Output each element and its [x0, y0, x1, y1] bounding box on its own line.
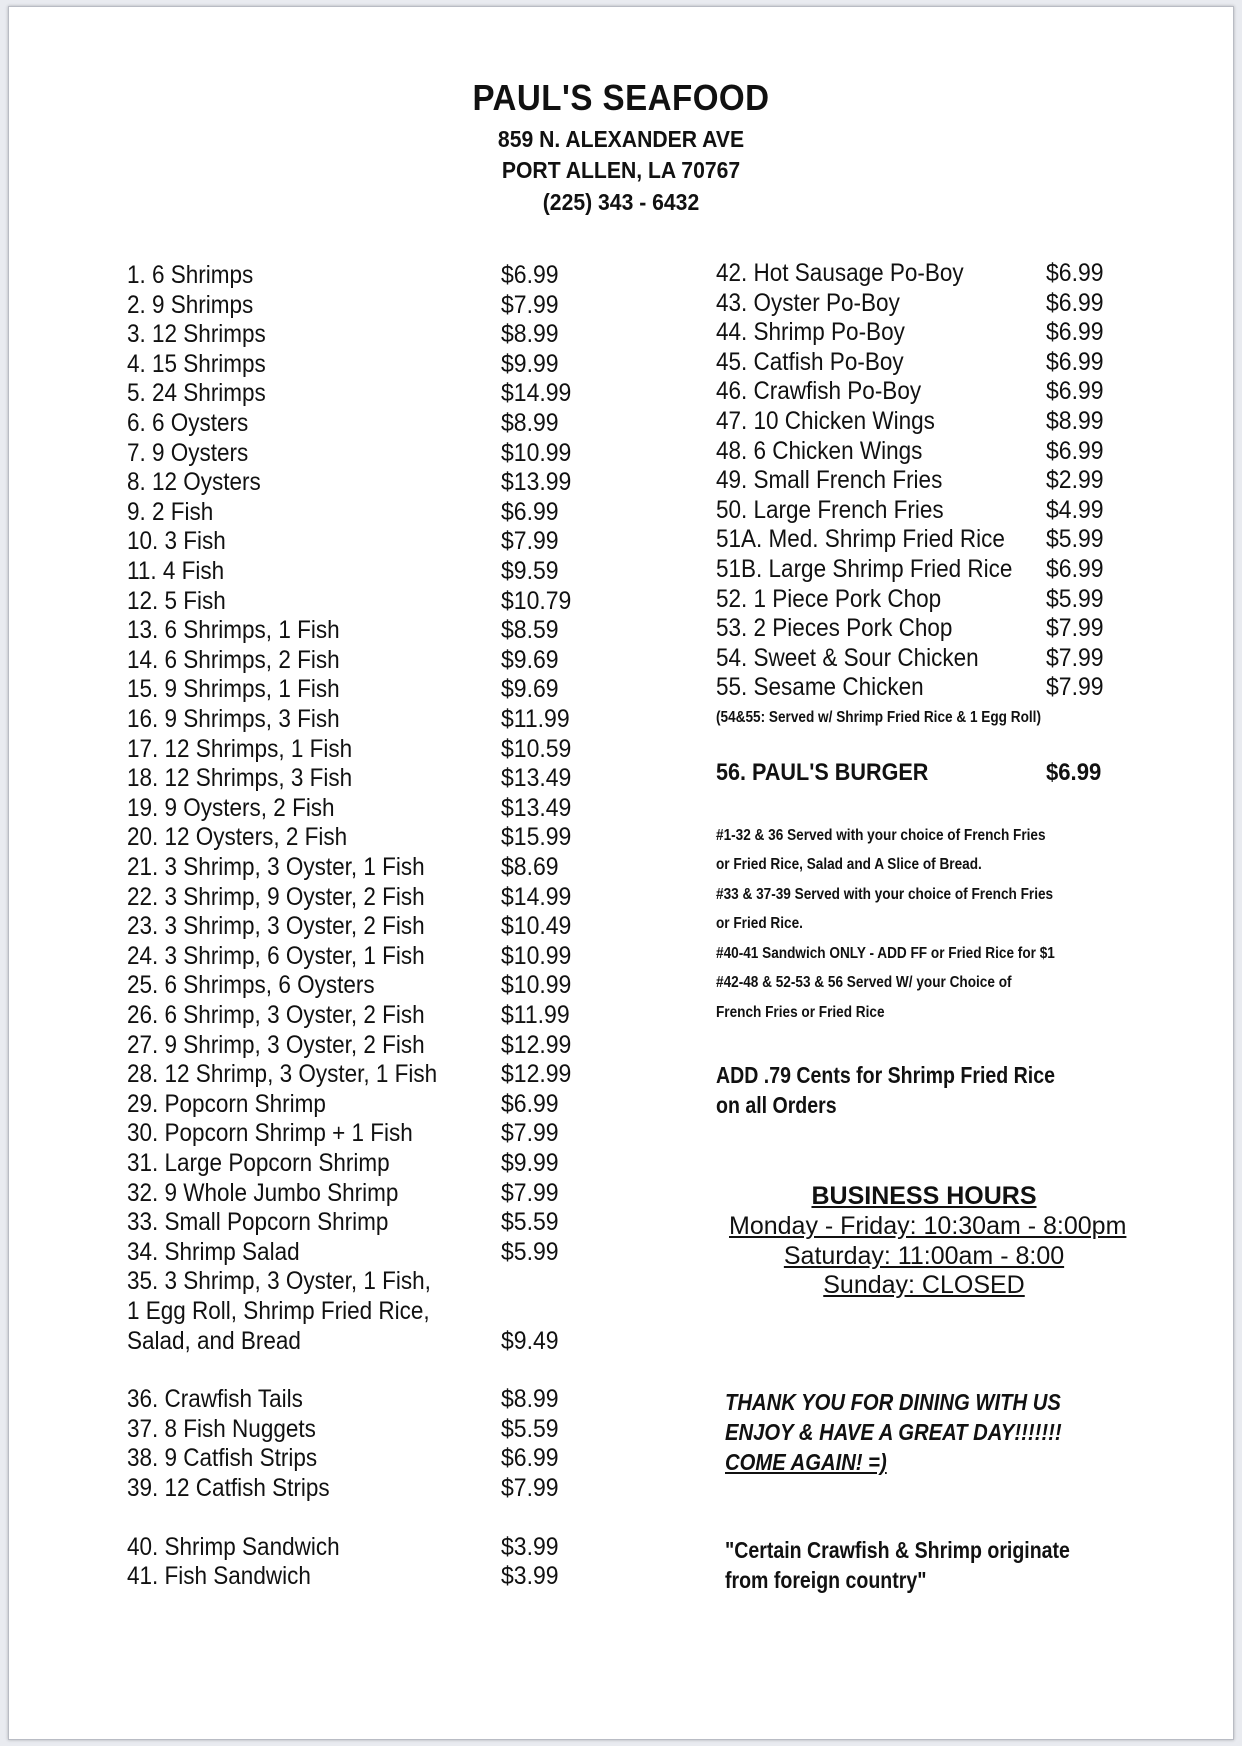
menu-item — [127, 320, 687, 350]
menu-item-name: 4. 15 Shrimps — [127, 350, 266, 378]
menu-item-name: 51B. Large Shrimp Fried Rice — [716, 555, 1013, 583]
menu-item-name: 47. 10 Chicken Wings — [716, 407, 935, 435]
menu-item-price: $8.59 — [501, 616, 559, 644]
menu-item-name: 29. Popcorn Shrimp — [127, 1090, 326, 1118]
menu-item-name: 18. 12 Shrimps, 3 Fish — [127, 764, 353, 792]
menu-item — [127, 971, 687, 1001]
menu-item-price: $5.59 — [501, 1208, 559, 1236]
menu-item-name: 21. 3 Shrimp, 3 Oyster, 1 Fish — [127, 853, 425, 881]
menu-item — [127, 439, 687, 469]
menu-item-price: $9.69 — [501, 646, 559, 674]
menu-item-name: 25. 6 Shrimps, 6 Oysters — [127, 971, 375, 999]
menu-item — [127, 853, 687, 883]
menu-item-price: $7.99 — [501, 1474, 559, 1502]
menu-item-price: $6.99 — [1046, 555, 1104, 583]
menu-item — [716, 259, 1242, 289]
menu-item-price: $5.99 — [1046, 585, 1104, 613]
menu-item — [716, 466, 1242, 496]
menu-item-price: $10.49 — [501, 912, 572, 940]
menu-item-name: 7. 9 Oysters — [127, 439, 249, 467]
menu-item — [716, 644, 1242, 674]
menu-item-price: $10.99 — [501, 942, 572, 970]
menu-item — [127, 527, 687, 557]
side-note: #40-41 Sandwich ONLY - ADD FF or Fried Rice for $1 — [716, 945, 1055, 962]
menu-item — [127, 587, 687, 617]
menu-item-price: $15.99 — [501, 823, 572, 851]
menu-item — [127, 1208, 687, 1238]
menu-item — [716, 614, 1242, 644]
menu-item-name: 6. 6 Oysters — [127, 409, 249, 437]
menu-item — [127, 498, 687, 528]
menu-item-price: $14.99 — [501, 883, 572, 911]
menu-item — [127, 557, 687, 587]
menu-item-price: $11.99 — [501, 1001, 570, 1029]
origin-note: from foreign country" — [725, 1567, 927, 1593]
menu-item — [127, 409, 687, 439]
menu-page — [8, 6, 1234, 1740]
menu-item-price: $13.99 — [501, 468, 572, 496]
menu-item-price: $3.99 — [501, 1562, 559, 1590]
menu-item-price: $8.99 — [1046, 407, 1104, 435]
thank-you-line: ENJOY & HAVE A GREAT DAY!!!!!!! — [725, 1419, 1062, 1445]
come-again-line: COME AGAIN! =) — [725, 1449, 887, 1475]
menu-item-price: $6.99 — [1046, 259, 1104, 287]
menu-item-name: 43. Oyster Po-Boy — [716, 289, 900, 317]
menu-item-name: 37. 8 Fish Nuggets — [127, 1415, 316, 1443]
menu-item — [127, 823, 687, 853]
menu-item-name: 56. PAUL'S BURGER — [716, 759, 929, 786]
menu-item-name: 33. Small Popcorn Shrimp — [127, 1208, 389, 1236]
menu-item-name: 48. 6 Chicken Wings — [716, 437, 923, 465]
menu-item-price: $8.99 — [501, 409, 559, 437]
phone-number: (225) 343 - 6432 — [542, 189, 700, 215]
menu-item-price: $2.99 — [1046, 466, 1104, 494]
menu-item — [716, 525, 1242, 555]
menu-item-name: 19. 9 Oysters, 2 Fish — [127, 794, 335, 822]
menu-item-name: 34. Shrimp Salad — [127, 1238, 300, 1266]
menu-item-name: 28. 12 Shrimp, 3 Oyster, 1 Fish — [127, 1060, 438, 1088]
menu-item-price: $10.79 — [501, 587, 572, 615]
menu-item-name: 17. 12 Shrimps, 1 Fish — [127, 735, 353, 763]
menu-item-name: 11. 4 Fish — [127, 557, 225, 585]
menu-item-price: $6.99 — [501, 1444, 559, 1472]
thank-you-line: THANK YOU FOR DINING WITH US — [725, 1389, 1061, 1415]
menu-item-name: 16. 9 Shrimps, 3 Fish — [127, 705, 340, 733]
menu-item — [127, 1119, 687, 1149]
menu-item — [716, 348, 1242, 378]
menu-item-price: $5.99 — [501, 1238, 559, 1266]
menu-item — [127, 1060, 687, 1090]
menu-item — [127, 379, 687, 409]
menu-item-name: 15. 9 Shrimps, 1 Fish — [127, 675, 340, 703]
menu-item — [127, 616, 687, 646]
menu-item-name: 27. 9 Shrimp, 3 Oyster, 2 Fish — [127, 1031, 425, 1059]
menu-item — [127, 912, 687, 942]
menu-item-price: $6.99 — [501, 1090, 559, 1118]
menu-item-price: $6.99 — [1046, 348, 1104, 376]
menu-item-name: 5. 24 Shrimps — [127, 379, 266, 407]
menu-item — [127, 261, 687, 291]
menu-item-price: $6.99 — [1046, 377, 1104, 405]
restaurant-name: PAUL'S SEAFOOD — [472, 77, 770, 118]
add-rice-note: ADD .79 Cents for Shrimp Fried Rice — [716, 1062, 1055, 1088]
menu-item — [127, 350, 687, 380]
menu-item — [127, 794, 687, 824]
menu-item-name: 23. 3 Shrimp, 3 Oyster, 2 Fish — [127, 912, 425, 940]
menu-item-name: 38. 9 Catfish Strips — [127, 1444, 318, 1472]
side-note: #1-32 & 36 Served with your choice of French Fries — [716, 827, 1046, 844]
menu-item — [127, 1149, 687, 1179]
menu-item-name: 9. 2 Fish — [127, 498, 214, 526]
side-note: #33 & 37-39 Served with your choice of French Fries — [716, 886, 1054, 903]
menu-item-price: $6.99 — [1046, 437, 1104, 465]
side-note: or Fried Rice. — [716, 915, 803, 932]
menu-item-price: $5.99 — [1046, 525, 1104, 553]
hours-saturday: Saturday: 11:00am - 8:00 — [783, 1242, 1065, 1270]
menu-item-name: 44. Shrimp Po-Boy — [716, 318, 905, 346]
menu-item-name: 12. 5 Fish — [127, 587, 226, 615]
menu-item — [127, 646, 687, 676]
menu-item-price: $7.99 — [501, 527, 559, 555]
menu-item-name: 10. 3 Fish — [127, 527, 226, 555]
served-note: (54&55: Served w/ Shrimp Fried Rice & 1 Egg Roll) — [716, 709, 1041, 726]
menu-item-name: 26. 6 Shrimp, 3 Oyster, 2 Fish — [127, 1001, 425, 1029]
menu-item-name: 14. 6 Shrimps, 2 Fish — [127, 646, 340, 674]
side-note: #42-48 & 52-53 & 56 Served W/ your Choice of — [716, 974, 1012, 991]
menu-item-price: $13.49 — [501, 764, 572, 792]
menu-item-name: 36. Crawfish Tails — [127, 1385, 303, 1413]
menu-item-name: 35. 3 Shrimp, 3 Oyster, 1 Fish, — [127, 1267, 431, 1295]
menu-item-price: $9.99 — [501, 350, 559, 378]
menu-item-price: $9.49 — [501, 1327, 559, 1355]
menu-item — [716, 496, 1242, 526]
menu-item-price: $7.99 — [501, 1119, 559, 1147]
menu-item — [127, 1327, 687, 1357]
menu-item — [127, 1267, 687, 1297]
menu-item-name: 1 Egg Roll, Shrimp Fried Rice, — [127, 1297, 430, 1325]
menu-item-name: 22. 3 Shrimp, 9 Oyster, 2 Fish — [127, 883, 425, 911]
menu-item-price: $7.99 — [1046, 614, 1104, 642]
add-rice-note: on all Orders — [716, 1092, 837, 1118]
menu-item-price: $7.99 — [501, 1179, 559, 1207]
menu-item-name: 55. Sesame Chicken — [716, 673, 924, 701]
menu-item — [127, 1297, 687, 1327]
menu-item — [127, 1090, 687, 1120]
menu-item — [716, 318, 1242, 348]
menu-item — [127, 1001, 687, 1031]
menu-item-price: $12.99 — [501, 1060, 572, 1088]
menu-item — [127, 705, 687, 735]
business-hours-title: BUSINESS HOURS — [811, 1182, 1037, 1210]
menu-item — [716, 407, 1242, 437]
menu-item-name: 51A. Med. Shrimp Fried Rice — [716, 525, 1005, 553]
menu-item-price: $8.99 — [501, 320, 559, 348]
menu-item — [127, 291, 687, 321]
menu-item — [127, 942, 687, 972]
address-city: PORT ALLEN, LA 70767 — [501, 157, 741, 183]
menu-item-price: $8.69 — [501, 853, 559, 881]
menu-item-price: $14.99 — [501, 379, 572, 407]
menu-item-price: $9.59 — [501, 557, 559, 585]
menu-item — [127, 675, 687, 705]
menu-item — [127, 1385, 687, 1415]
menu-item-burger — [716, 759, 1116, 789]
menu-item-price: $3.99 — [501, 1533, 559, 1561]
menu-item-name: 45. Catfish Po-Boy — [716, 348, 904, 376]
menu-item-name: 20. 12 Oysters, 2 Fish — [127, 823, 348, 851]
menu-item — [127, 1444, 687, 1474]
menu-item-name: 54. Sweet & Sour Chicken — [716, 644, 979, 672]
menu-item-price: $9.69 — [501, 675, 559, 703]
side-note: French Fries or Fried Rice — [716, 1004, 885, 1021]
menu-item — [716, 289, 1242, 319]
menu-item — [127, 468, 687, 498]
menu-item — [716, 437, 1242, 467]
menu-item — [127, 1238, 687, 1268]
menu-item-price: $6.99 — [501, 498, 559, 526]
menu-item — [716, 673, 1242, 703]
menu-item-price: $6.99 — [501, 261, 559, 289]
menu-item-name: 13. 6 Shrimps, 1 Fish — [127, 616, 340, 644]
menu-item-price: $11.99 — [501, 705, 570, 733]
menu-item — [127, 1179, 687, 1209]
menu-item — [716, 585, 1242, 615]
menu-item-name: 8. 12 Oysters — [127, 468, 261, 496]
menu-item-price: $6.99 — [1046, 759, 1102, 786]
menu-item-price: $7.99 — [1046, 644, 1104, 672]
menu-item — [127, 1533, 687, 1563]
menu-item-price: $7.99 — [501, 291, 559, 319]
menu-item-price: $10.59 — [501, 735, 572, 763]
menu-item-price: $10.99 — [501, 439, 572, 467]
menu-item — [716, 377, 1242, 407]
menu-item-name: Salad, and Bread — [127, 1327, 301, 1355]
menu-item-name: 1. 6 Shrimps — [127, 261, 254, 289]
menu-item-name: 39. 12 Catfish Strips — [127, 1474, 330, 1502]
menu-item — [127, 764, 687, 794]
menu-item-name: 50. Large French Fries — [716, 496, 944, 524]
menu-item-price: $6.99 — [1046, 318, 1104, 346]
menu-item-name: 42. Hot Sausage Po-Boy — [716, 259, 964, 287]
menu-item-price: $7.99 — [1046, 673, 1104, 701]
menu-item-price: $6.99 — [1046, 289, 1104, 317]
hours-weekday: Monday - Friday: 10:30am - 8:00pm — [729, 1212, 1127, 1240]
menu-item-name: 31. Large Popcorn Shrimp — [127, 1149, 390, 1177]
menu-item-price: $9.99 — [501, 1149, 559, 1177]
origin-note: "Certain Crawfish & Shrimp originate — [725, 1537, 1070, 1563]
menu-item-price: $4.99 — [1046, 496, 1104, 524]
menu-item-name: 52. 1 Piece Pork Chop — [716, 585, 942, 613]
menu-item-price: $5.59 — [501, 1415, 559, 1443]
menu-item — [127, 1562, 687, 1592]
menu-item-name: 46. Crawfish Po-Boy — [716, 377, 922, 405]
menu-item-name: 40. Shrimp Sandwich — [127, 1533, 340, 1561]
menu-item — [127, 883, 687, 913]
hours-sunday: Sunday: CLOSED — [823, 1271, 1025, 1299]
menu-item — [127, 1415, 687, 1445]
menu-item-price: $12.99 — [501, 1031, 572, 1059]
menu-item — [127, 1031, 687, 1061]
menu-item-name: 32. 9 Whole Jumbo Shrimp — [127, 1179, 399, 1207]
menu-item-name: 30. Popcorn Shrimp + 1 Fish — [127, 1119, 413, 1147]
menu-item-name: 2. 9 Shrimps — [127, 291, 254, 319]
menu-item — [127, 1474, 687, 1504]
menu-item-name: 3. 12 Shrimps — [127, 320, 266, 348]
side-note: or Fried Rice, Salad and A Slice of Bread. — [716, 856, 982, 873]
menu-item-name: 53. 2 Pieces Pork Chop — [716, 614, 953, 642]
menu-item — [716, 555, 1242, 585]
menu-item-name: 49. Small French Fries — [716, 466, 943, 494]
menu-item-name: 41. Fish Sandwich — [127, 1562, 311, 1590]
menu-item — [127, 735, 687, 765]
menu-item-price: $8.99 — [501, 1385, 559, 1413]
menu-item-name: 24. 3 Shrimp, 6 Oyster, 1 Fish — [127, 942, 425, 970]
address-street: 859 N. ALEXANDER AVE — [497, 126, 745, 152]
menu-item-price: $10.99 — [501, 971, 572, 999]
menu-item-price: $13.49 — [501, 794, 572, 822]
